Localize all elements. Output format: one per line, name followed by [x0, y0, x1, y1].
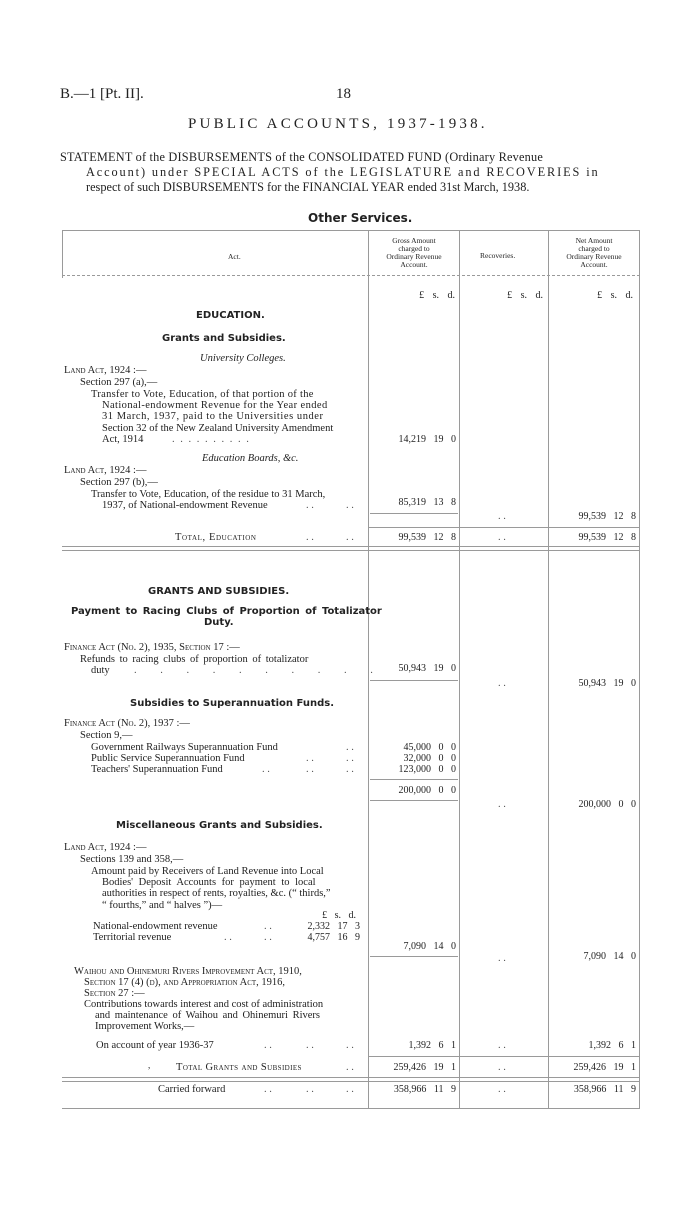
- super-item-label: Teachers' Superannuation Fund: [91, 764, 223, 775]
- misc-net: 7,090 14 0: [583, 951, 636, 962]
- heading-line: Payment to Racing Clubs of Proportion of Totalizator: [71, 606, 382, 617]
- super-item-label: Public Service Superannuation Fund: [91, 753, 245, 764]
- section-title: Other Services.: [308, 211, 413, 225]
- account-net: 1,392 6 1: [588, 1040, 636, 1051]
- text-line: 31 March, 1937, paid to the Universities under: [102, 411, 324, 423]
- text-line: “ fourths,” and “ halves ”)—: [102, 899, 223, 911]
- university-colleges-heading: University Colleges.: [200, 353, 286, 364]
- leader-dots: . .: [346, 764, 354, 775]
- text-line: Transfer to Vote, Education, of that portion of the: [91, 389, 314, 400]
- transfer-b-amount: 85,319 13 8: [398, 497, 456, 508]
- total-education-label: Total, Education: [175, 532, 257, 543]
- leader-dots: . .: [264, 1084, 272, 1095]
- text-line: Section 17 (4) (d), and Appropriation Act, 1916,: [84, 977, 286, 989]
- land-act-1924-b: Land Act, 1924 :—: [64, 465, 147, 476]
- national-label: National-endowment revenue: [93, 921, 218, 932]
- col-header-net-line: charged to: [578, 244, 610, 253]
- text-line: duty: [91, 665, 110, 677]
- col-header-act: Act.: [228, 252, 241, 261]
- super-total: 200,000 0 0: [398, 785, 456, 796]
- leader-dots: . .: [264, 1040, 272, 1051]
- text-line: 1937, of National-endowment Revenue: [102, 500, 268, 512]
- total-grants-gross: 259,426 19 1: [393, 1062, 456, 1073]
- super-item-amount: 45,000 0 0: [403, 742, 456, 753]
- text-line: Section 32 of the New Zealand University Amendment: [102, 422, 334, 434]
- refunds-gross: 50,943 19 0: [398, 663, 456, 674]
- table-bottom-rule: [62, 1108, 640, 1109]
- leader-dots: . .: [306, 764, 314, 775]
- subtotal-rule: [370, 956, 458, 957]
- misc-gross: 7,090 14 0: [403, 941, 456, 952]
- leader-dots: . .: [346, 753, 354, 764]
- leader-dots: . .: [346, 500, 354, 511]
- page-reference: B.—1 [Pt. II].: [60, 86, 144, 102]
- carried-forward-gross: 358,966 11 9: [393, 1084, 456, 1095]
- leader-dots: . .: [346, 1084, 354, 1095]
- col-header-recoveries: Recoveries.: [480, 251, 516, 260]
- recoveries-dots: . .: [498, 1084, 506, 1095]
- col-header-net-line: Net Amount: [575, 236, 613, 245]
- refunds-net: 50,943 19 0: [578, 678, 636, 689]
- carried-forward-net: 358,966 11 9: [573, 1084, 636, 1095]
- recoveries-dots: . .: [498, 799, 506, 810]
- leader-dots: . .: [306, 1084, 314, 1095]
- col-header-gross-line: Gross Amount: [392, 236, 436, 245]
- leader-dots: . .: [224, 932, 232, 943]
- recoveries-dots: . .: [498, 532, 506, 543]
- account-gross: 1,392 6 1: [408, 1040, 456, 1051]
- recoveries-dots: . .: [498, 953, 506, 964]
- text-line: Waihou and Ohinemuri Rivers Improvement Act, 1910,: [74, 966, 302, 977]
- subtotal-rule: [370, 680, 458, 681]
- recoveries-dots: . .: [498, 1062, 506, 1073]
- text-line: and maintenance of Waihou and Ohinemuri Rivers: [95, 1010, 320, 1022]
- column-rule-0: [62, 230, 63, 278]
- super-item-label: Government Railways Superannuation Fund: [91, 742, 278, 753]
- waihou-act: [74, 966, 302, 1000]
- territorial-amount: 4,757 16 9: [307, 932, 360, 943]
- page-title: PUBLIC ACCOUNTS, 1937-1938.: [188, 116, 488, 132]
- super-item-amount: 123,000 0 0: [398, 764, 456, 775]
- super-item-amount: 32,000 0 0: [403, 753, 456, 764]
- recoveries-dots: . .: [498, 1040, 506, 1051]
- heading-line: Duty.: [204, 617, 234, 628]
- leader-dots: . . . . . . . . . .: [134, 665, 375, 676]
- finance-act-1935: Finance Act (No. 2), 1935, Section 17 :—: [64, 642, 240, 653]
- land-act-1924: Land Act, 1924 :—: [64, 365, 147, 376]
- sections-139: Sections 139 and 358,—: [80, 854, 184, 865]
- col-header-net: [550, 237, 638, 269]
- leader-dots: . .: [306, 753, 314, 764]
- leader-dots: . .: [264, 921, 272, 932]
- text-line: Bodies' Deposit Accounts for payment to local: [102, 877, 316, 889]
- col-header-net-line: Ordinary Revenue: [566, 252, 622, 261]
- inner-units: £ s. d.: [322, 910, 356, 921]
- header-bottom-rule: [62, 275, 640, 276]
- leader-dots: . .: [306, 532, 314, 543]
- table-top-rule: [62, 230, 640, 231]
- col-header-gross-line: charged to: [398, 244, 430, 253]
- education-heading: EDUCATION.: [196, 310, 265, 321]
- total-education-gross: 99,539 12 8: [398, 532, 456, 543]
- national-amount: 2,332 17 3: [307, 921, 360, 932]
- leader-dots: . .: [262, 764, 270, 775]
- territorial-label: Territorial revenue: [93, 932, 172, 943]
- land-act-1924-c: Land Act, 1924 :—: [64, 842, 147, 853]
- column-rule-2: [459, 230, 460, 1108]
- total-education-rule: [368, 527, 640, 528]
- finance-act-1937: Finance Act (No. 2), 1937 :—: [64, 718, 190, 729]
- leader-dots: . .: [264, 932, 272, 943]
- subtotal-rule: [370, 513, 458, 514]
- text-line: National-endowment Revenue for the Year ended: [102, 400, 328, 412]
- leader-dots: . .: [306, 500, 314, 511]
- leader-dots: . .: [346, 532, 354, 543]
- bullet-mark: ,: [148, 1060, 151, 1070]
- education-boards-heading: Education Boards, &c.: [202, 453, 299, 464]
- leader-dots: . .: [346, 742, 354, 753]
- section-297a: Section 297 (a),—: [80, 377, 158, 388]
- text-line: Amount paid by Receivers of Land Revenue into Local: [91, 866, 324, 877]
- text-line: Section 27 :—: [84, 988, 145, 1000]
- section-9: Section 9,—: [80, 730, 133, 741]
- account-label: On account of year 1936-37: [96, 1040, 214, 1051]
- superannuation-heading: Subsidies to Superannuation Funds.: [130, 698, 334, 709]
- grants-heading: GRANTS AND SUBSIDIES.: [148, 586, 290, 597]
- column-rule-3: [548, 230, 549, 1108]
- education-subheading: Grants and Subsidies.: [162, 333, 286, 344]
- misc-heading: Miscellaneous Grants and Subsidies.: [116, 820, 323, 831]
- col-header-gross: [370, 237, 458, 269]
- transfer-b-text: [91, 489, 325, 511]
- recoveries-dots: . .: [498, 511, 506, 522]
- page-number: 18: [336, 86, 351, 102]
- education-net-amount: 99,539 12 8: [578, 511, 636, 522]
- transfer-a-amount: 14,219 19 0: [398, 434, 456, 445]
- col-header-gross-line: Account.: [400, 260, 428, 269]
- units-gross: £ s. d.: [419, 290, 455, 301]
- col-header-gross-line: Ordinary Revenue: [386, 252, 442, 261]
- text-line: Improvement Works,—: [95, 1021, 195, 1033]
- subtotal-rule: [370, 779, 458, 780]
- text-line: Transfer to Vote, Education, of the residue to 31 March,: [91, 489, 326, 500]
- statement-line-3: respect of such DISBURSEMENTS for the FINANCIAL YEAR ended 31st March, 1938.: [86, 180, 530, 194]
- text-line: Refunds to racing clubs of proportion of totalizator: [80, 654, 309, 665]
- total-grants-label: Total Grants and Subsidies: [176, 1062, 302, 1073]
- statement-line-1: STATEMENT of the DISBURSEMENTS of the CONSOLIDATED FUND (Ordinary Revenue: [60, 150, 544, 164]
- contributions-text: [84, 999, 323, 1033]
- statement-line-2: Account) under SPECIAL ACTS of the LEGISLATURE and RECOVERIES in: [86, 165, 600, 179]
- text-line: authorities in respect of rents, royalties, &c. (“ thirds,”: [102, 888, 331, 900]
- leader-dots: . .: [346, 1062, 354, 1073]
- racing-heading: [71, 606, 382, 628]
- total-grants-net: 259,426 19 1: [573, 1062, 636, 1073]
- total-education-net: 99,539 12 8: [578, 532, 636, 543]
- grants-end-rule: [62, 1077, 640, 1082]
- leader-dots: . . . . . . . . . .: [172, 434, 251, 445]
- text-line: Contributions towards interest and cost of administration: [84, 999, 324, 1010]
- units-net: £ s. d.: [597, 290, 633, 301]
- carried-forward-label: Carried forward: [158, 1084, 226, 1095]
- education-section-end-rule: [62, 546, 640, 551]
- total-grants-rule: [368, 1056, 640, 1057]
- col-header-net-line: Account.: [580, 260, 608, 269]
- amount-paid-text: [91, 866, 331, 911]
- column-rule-4: [639, 230, 640, 1108]
- super-net: 200,000 0 0: [578, 799, 636, 810]
- recoveries-dots: . .: [498, 678, 506, 689]
- leader-dots: . .: [306, 1040, 314, 1051]
- subtotal-rule: [370, 800, 458, 801]
- units-recoveries: £ s. d.: [507, 290, 543, 301]
- leader-dots: . .: [346, 1040, 354, 1051]
- transfer-a-last: Act, 1914: [102, 433, 144, 445]
- section-297b: Section 297 (b),—: [80, 477, 158, 488]
